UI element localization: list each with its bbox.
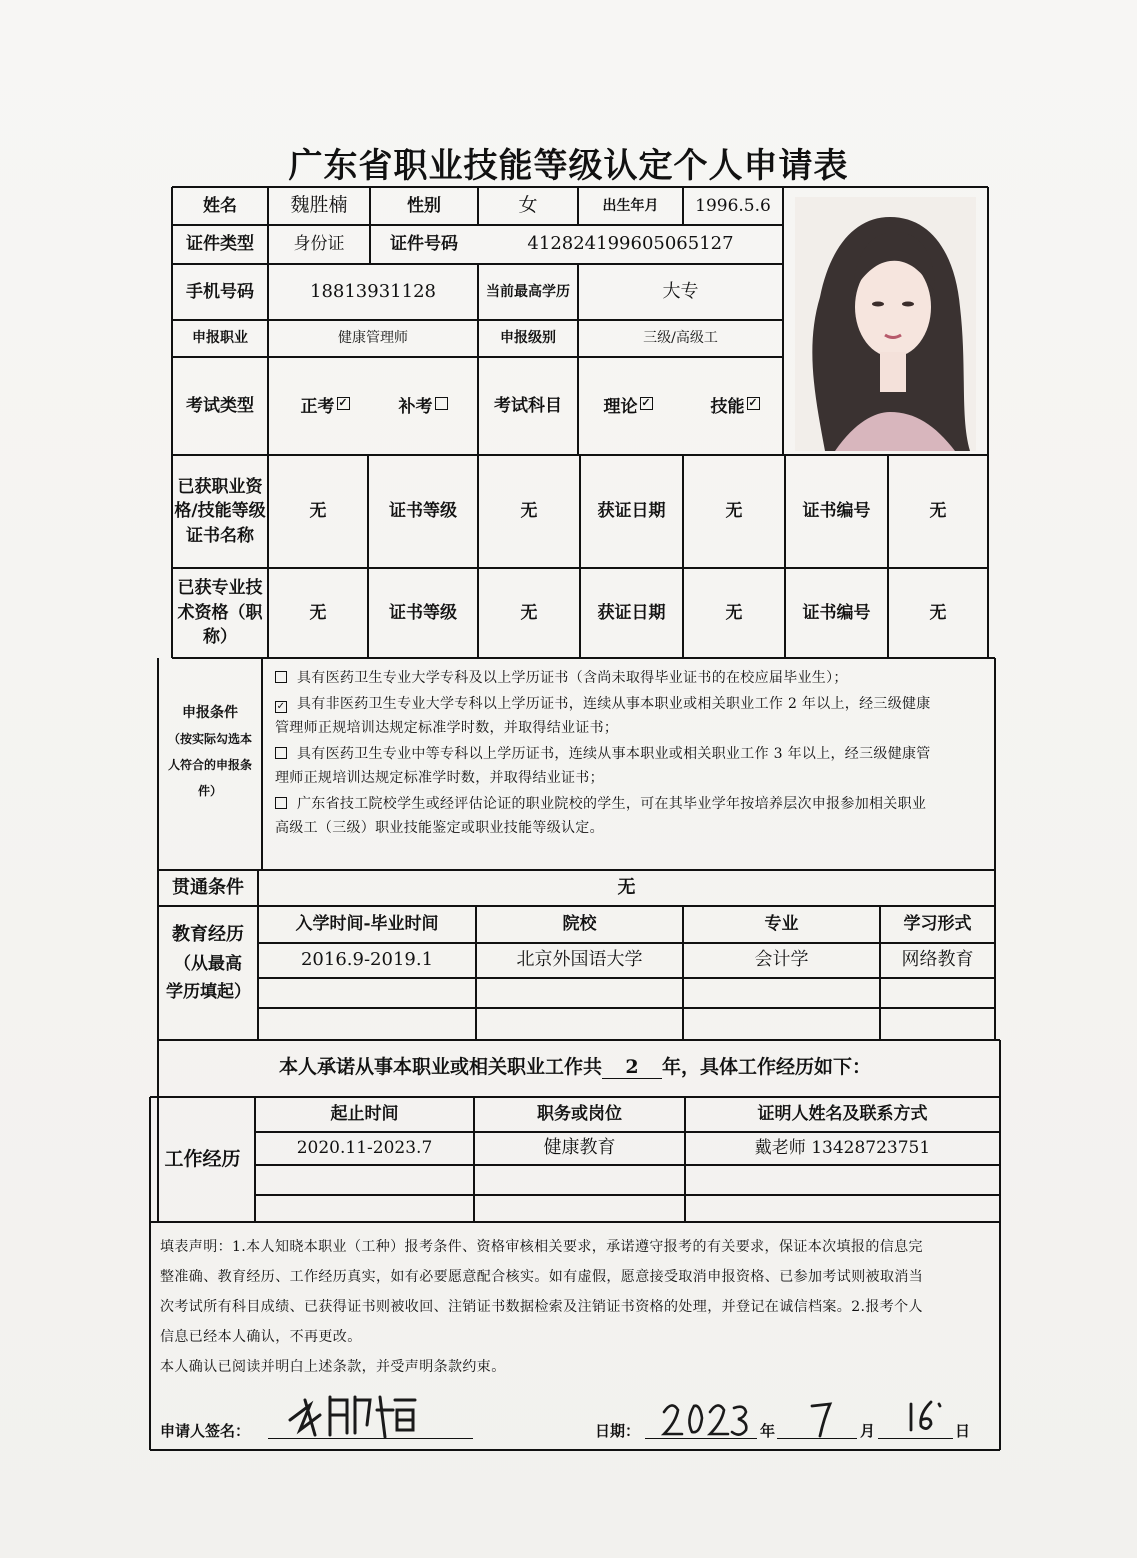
label-cert-date-2: 获证日期 xyxy=(597,602,666,623)
edu-row-school: 北京外国语大学 xyxy=(516,949,643,971)
condition-checkbox[interactable] xyxy=(275,747,287,759)
edu-row-mode: 网络教育 xyxy=(901,949,974,971)
value-cert-professional-no: 无 xyxy=(929,602,947,623)
declaration-line: 整准确、教育经历、工作经历真实，如有必要愿意配合核实。如有虚假，愿意接受取消申报资格、已参加考试则被取消当 xyxy=(160,1269,924,1285)
label-conditions: 申报条件 xyxy=(182,705,238,721)
handwritten-day xyxy=(905,1398,945,1438)
exam-formal-checkbox[interactable]: ✓ xyxy=(338,395,348,409)
work-promise-pre: 本人承诺从事本职业或相关职业工作共 xyxy=(278,1056,602,1078)
declaration-line: 信息已经本人确认，不再更改。 xyxy=(160,1329,362,1345)
exam-makeup-checkbox[interactable] xyxy=(435,397,448,410)
declaration-text xyxy=(160,1232,998,1382)
label-cert-no-2: 证书编号 xyxy=(802,602,871,623)
label-day: 日 xyxy=(955,1422,971,1440)
value-cert-professional-name: 无 xyxy=(309,602,327,623)
value-level: 三级/高级工 xyxy=(643,330,718,347)
condition-checkbox[interactable] xyxy=(275,797,287,809)
declaration-line: 次考试所有科目成绩、已获得证书则被收回、注销证书数据检索及注销证书资格的处理，并登记在诚信档案。2.报考个人 xyxy=(160,1299,923,1315)
value-cert-vocational-name: 无 xyxy=(309,501,327,522)
label-gender: 性别 xyxy=(407,195,441,216)
label-cert-professional: 已获专业技术资格（职称） xyxy=(177,578,263,648)
value-edu-level: 大专 xyxy=(662,280,699,302)
label-cert-grade: 证书等级 xyxy=(389,501,457,522)
condition-checkbox[interactable]: ✓ xyxy=(276,701,286,712)
condition-text-cont: 管理师正规培训达规定标准学时数，并取得结业证书； xyxy=(275,720,619,736)
label-exam-type: 考试类型 xyxy=(186,395,254,416)
label-date: 日期： xyxy=(595,1422,641,1440)
edu-row-major: 会计学 xyxy=(754,949,809,971)
label-id-no: 证件号码 xyxy=(390,234,458,255)
condition-text-cont: 理师正规培训达规定标准学时数，并取得结业证书； xyxy=(275,770,604,786)
condition-text-cont: 高级工（三级）职业技能鉴定或职业技能等级认定。 xyxy=(275,820,604,836)
value-id-no: 412824199605065127 xyxy=(527,233,734,255)
work-row-period: 2020.11-2023.7 xyxy=(296,1138,433,1159)
value-occupation: 健康管理师 xyxy=(338,330,408,347)
label-phone: 手机号码 xyxy=(186,281,254,302)
condition-text: 广东省技工院校学生或经评估论证的职业院校的学生，可在其毕业学年按培养层次申报参加相关职业 xyxy=(297,796,927,812)
exam-makeup-label: 补考 xyxy=(398,396,433,417)
edu-header-period: 入学时间-毕业时间 xyxy=(295,914,439,935)
form-title: 广东省职业技能等级认定个人申请表 xyxy=(288,146,849,186)
declaration-line: 填表声明：1.本人知晓本职业（工种）报考条件、资格审核相关要求，承诺遵守报考的有关要求，保证本次填报的信息完 xyxy=(160,1239,923,1255)
condition-text: 具有医药卫生专业中等专科以上学历证书，连续从事本职业或相关职业工作 3 年以上，经三级健康管 xyxy=(297,746,931,762)
edu-header-mode: 学习形式 xyxy=(903,914,972,935)
edu-header-major: 专业 xyxy=(764,914,799,935)
value-name: 魏胜楠 xyxy=(290,194,348,217)
handwritten-signature xyxy=(285,1385,425,1445)
label-year: 年 xyxy=(760,1422,776,1440)
portrait-silhouette xyxy=(795,197,976,451)
work-header-witness: 证明人姓名及联系方式 xyxy=(757,1104,928,1125)
work-row-position: 健康教育 xyxy=(543,1137,616,1159)
work-promise-post: 年，具体工作经历如下： xyxy=(662,1056,872,1078)
edu-row-period: 2016.9-2019.1 xyxy=(300,949,434,971)
label-conditions-note: （按实际勾选本人符合的申报条件） xyxy=(168,732,253,798)
subject-skill-option[interactable] xyxy=(700,390,770,424)
work-years: 2 xyxy=(602,1056,662,1079)
exam-formal-label: 正考 xyxy=(300,396,335,417)
condition-text: 具有医药卫生专业大学专科及以上学历证书（含尚未取得毕业证书的在校应届毕业生）； xyxy=(297,670,848,686)
label-through: 贯通条件 xyxy=(172,876,244,898)
value-birth: 1996.5.6 xyxy=(695,195,771,216)
value-through: 无 xyxy=(617,876,636,898)
value-cert-vocational-no: 无 xyxy=(929,501,947,522)
label-occupation: 申报职业 xyxy=(192,330,248,347)
education-label-block xyxy=(158,920,258,1006)
label-exam-subject: 考试科目 xyxy=(494,395,562,416)
label-education-note: （从最高学历填起） xyxy=(166,954,251,1002)
subject-theory-checkbox[interactable]: ✓ xyxy=(641,395,651,409)
label-birth: 出生年月 xyxy=(602,197,659,214)
condition-item[interactable] xyxy=(275,666,987,690)
declaration-confirm: 本人确认已阅读并明白上述条款，并受声明条款约束。 xyxy=(160,1359,506,1375)
label-signer: 申请人签名： xyxy=(160,1422,251,1440)
subject-skill-label: 技能 xyxy=(710,396,745,417)
label-cert-grade-2: 证书等级 xyxy=(389,602,457,623)
label-name: 姓名 xyxy=(203,195,237,216)
subject-skill-checkbox[interactable]: ✓ xyxy=(748,395,758,409)
work-header-position: 职务或岗位 xyxy=(537,1104,622,1125)
label-edu-level: 当前最高学历 xyxy=(486,283,570,300)
condition-text: 具有非医药卫生专业大学专科以上学历证书，连续从事本职业或相关职业工作 2 年以上，经三级健康 xyxy=(297,696,931,712)
value-gender: 女 xyxy=(518,194,538,217)
value-id-type: 身份证 xyxy=(293,234,345,255)
conditions-list xyxy=(275,666,987,840)
value-cert-vocational-date: 无 xyxy=(725,501,743,522)
condition-item[interactable] xyxy=(275,692,987,740)
label-work: 工作经历 xyxy=(164,1147,241,1170)
date-day-line xyxy=(878,1438,953,1439)
label-cert-date: 获证日期 xyxy=(597,501,666,522)
work-promise xyxy=(150,1052,1000,1079)
handwritten-month xyxy=(808,1398,836,1440)
value-phone: 18813931128 xyxy=(310,280,436,302)
label-level: 申报级别 xyxy=(500,330,556,347)
exam-formal-option[interactable] xyxy=(290,390,360,424)
label-cert-no: 证书编号 xyxy=(802,501,871,522)
conditions-label-block xyxy=(160,700,260,804)
work-header-period: 起止时间 xyxy=(330,1104,399,1125)
work-row-witness: 戴老师 13428723751 xyxy=(754,1138,931,1159)
label-cert-vocational: 已获职业资格/技能等级证书名称 xyxy=(174,476,266,546)
condition-item[interactable] xyxy=(275,742,987,790)
edu-header-school: 院校 xyxy=(562,914,597,935)
subject-theory-label: 理论 xyxy=(603,396,638,417)
label-education: 教育经历 xyxy=(172,924,244,945)
label-id-type: 证件类型 xyxy=(186,234,254,255)
handwritten-year xyxy=(660,1398,755,1440)
subject-theory-option[interactable] xyxy=(593,390,663,424)
value-cert-professional-grade: 无 xyxy=(520,602,538,623)
label-month: 月 xyxy=(860,1422,876,1440)
condition-checkbox[interactable] xyxy=(275,671,287,683)
condition-item[interactable] xyxy=(275,792,987,840)
exam-makeup-option[interactable] xyxy=(388,390,458,424)
applicant-photo xyxy=(795,197,976,451)
value-cert-professional-date: 无 xyxy=(725,602,743,623)
value-cert-vocational-grade: 无 xyxy=(520,501,538,522)
